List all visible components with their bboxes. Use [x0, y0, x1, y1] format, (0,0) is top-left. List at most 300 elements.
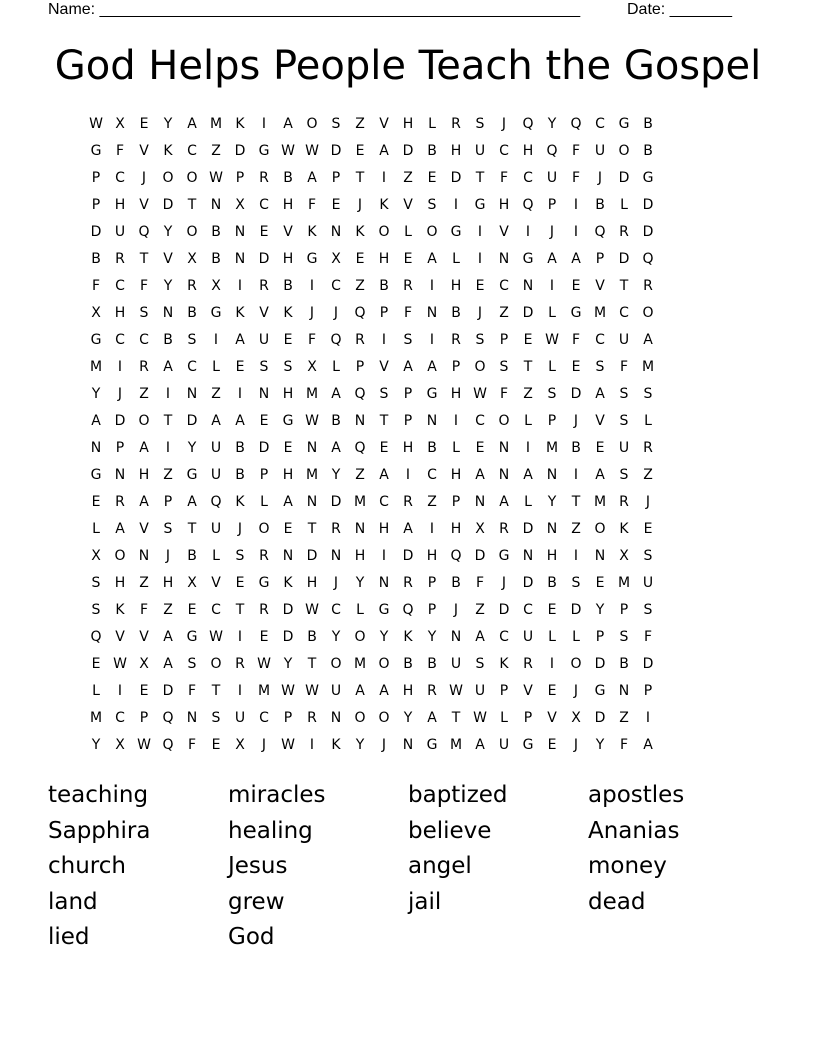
grid-letter: Y — [283, 656, 293, 672]
grid-letter: V — [211, 575, 221, 591]
grid-letter: C — [523, 170, 533, 186]
grid-letter: E — [331, 197, 341, 213]
grid-letter: A — [475, 629, 485, 645]
grid-letter: A — [331, 386, 341, 402]
grid-letter: L — [524, 413, 532, 429]
grid-letter: A — [187, 494, 197, 510]
grid-letter: L — [524, 494, 532, 510]
grid-letter: V — [499, 224, 509, 240]
grid-letter: I — [573, 467, 579, 483]
grid-letter: D — [162, 197, 174, 213]
grid-letter: N — [498, 467, 510, 483]
grid-letter: P — [619, 602, 629, 618]
grid-letter: A — [403, 359, 413, 375]
grid-letter: G — [186, 467, 198, 483]
grid-letter: D — [282, 602, 294, 618]
grid-letter: Z — [163, 467, 173, 483]
grid-letter: U — [618, 440, 630, 456]
grid-letter: L — [212, 548, 220, 564]
grid-letter: R — [643, 440, 653, 456]
grid-letter: N — [450, 629, 462, 645]
grid-letter: V — [139, 521, 149, 537]
grid-letter: Z — [523, 386, 533, 402]
grid-letter: I — [165, 440, 171, 456]
grid-letter: V — [163, 251, 173, 267]
grid-letter: H — [450, 467, 462, 483]
grid-letter: V — [523, 683, 533, 699]
grid-letter: U — [114, 224, 126, 240]
grid-letter: A — [163, 629, 173, 645]
grid-letter: S — [211, 710, 221, 726]
grid-letter: R — [619, 224, 629, 240]
grid-letter: V — [139, 143, 149, 159]
grid-letter: D — [402, 548, 414, 564]
grid-letter: Y — [547, 116, 557, 132]
grid-letter: L — [452, 440, 460, 456]
grid-letter: I — [117, 683, 123, 699]
grid-row — [84, 570, 732, 597]
grid-letter: M — [209, 116, 223, 132]
grid-letter: T — [379, 413, 389, 429]
grid-letter: R — [619, 494, 629, 510]
grid-letter: I — [405, 467, 411, 483]
grid-letter: Y — [379, 629, 389, 645]
grid-row — [84, 381, 732, 408]
grid-letter: J — [261, 737, 267, 753]
grid-letter: F — [91, 278, 101, 294]
grid-letter: B — [451, 305, 461, 321]
grid-row — [84, 435, 732, 462]
grid-letter: L — [428, 116, 436, 132]
grid-letter: I — [573, 548, 579, 564]
grid-row — [84, 516, 732, 543]
grid-letter: I — [381, 332, 387, 348]
grid-letter: K — [235, 116, 245, 132]
grid-letter: Z — [211, 386, 221, 402]
grid-letter: L — [644, 413, 652, 429]
grid-letter: D — [450, 170, 462, 186]
grid-row — [84, 300, 732, 327]
grid-letter: Q — [162, 737, 174, 753]
grid-letter: U — [450, 656, 462, 672]
grid-letter: R — [139, 359, 149, 375]
grid-letter: J — [165, 548, 171, 564]
grid-letter: D — [594, 656, 606, 672]
grid-letter: R — [259, 278, 269, 294]
grid-letter: B — [571, 440, 581, 456]
grid-letter: S — [91, 575, 101, 591]
grid-letter: T — [307, 656, 317, 672]
grid-letter: B — [547, 575, 557, 591]
grid-letter: K — [235, 305, 245, 321]
grid-letter: R — [259, 548, 269, 564]
grid-letter: C — [619, 305, 629, 321]
grid-letter: Q — [138, 224, 150, 240]
grid-row — [84, 138, 732, 165]
word-bank-item: money — [588, 853, 667, 879]
grid-letter: A — [427, 710, 437, 726]
grid-letter: A — [211, 413, 221, 429]
grid-letter: S — [235, 548, 245, 564]
grid-letter: I — [549, 278, 555, 294]
grid-letter: X — [91, 305, 101, 321]
grid-letter: P — [91, 197, 101, 213]
grid-letter: Z — [139, 386, 149, 402]
grid-letter: L — [92, 683, 100, 699]
word-bank-item: dead — [588, 888, 646, 915]
grid-row — [84, 489, 732, 516]
grid-letter: H — [450, 143, 462, 159]
grid-letter: U — [474, 683, 486, 699]
grid-letter: K — [403, 629, 413, 645]
grid-letter: H — [378, 251, 390, 267]
grid-letter: U — [546, 170, 558, 186]
grid-letter: L — [548, 305, 556, 321]
grid-letter: Z — [571, 521, 581, 537]
grid-letter: Y — [91, 737, 101, 753]
grid-letter: F — [307, 197, 317, 213]
grid-letter: J — [333, 305, 339, 321]
grid-letter: J — [501, 116, 507, 132]
grid-row — [84, 624, 732, 651]
grid-letter: O — [498, 413, 510, 429]
grid-letter: P — [523, 710, 533, 726]
grid-letter: I — [237, 278, 243, 294]
grid-letter: E — [547, 737, 557, 753]
grid-letter: G — [570, 305, 582, 321]
grid-letter: Y — [355, 575, 365, 591]
grid-letter: D — [522, 575, 534, 591]
grid-letter: N — [378, 575, 390, 591]
grid-letter: B — [643, 143, 653, 159]
grid-letter: T — [571, 494, 581, 510]
grid-letter: S — [571, 575, 581, 591]
grid-letter: L — [452, 251, 460, 267]
grid-letter: P — [643, 683, 653, 699]
grid-letter: L — [404, 224, 412, 240]
grid-letter: N — [546, 467, 558, 483]
grid-letter: G — [90, 332, 102, 348]
grid-letter: I — [477, 251, 483, 267]
grid-letter: R — [187, 278, 197, 294]
grid-letter: A — [643, 332, 653, 348]
grid-letter: S — [619, 386, 629, 402]
grid-letter: R — [403, 278, 413, 294]
grid-letter: B — [307, 629, 317, 645]
grid-letter: U — [618, 332, 630, 348]
grid-letter: A — [427, 251, 437, 267]
grid-letter: I — [261, 116, 267, 132]
grid-letter: F — [139, 278, 149, 294]
grid-letter: C — [499, 143, 509, 159]
grid-letter: A — [379, 143, 389, 159]
grid-letter: Q — [90, 629, 102, 645]
grid-letter: H — [402, 116, 414, 132]
grid-letter: R — [451, 116, 461, 132]
grid-letter: P — [163, 494, 173, 510]
grid-letter: E — [259, 224, 269, 240]
grid-letter: C — [595, 332, 605, 348]
grid-letter: L — [572, 629, 580, 645]
grid-letter: Q — [570, 116, 582, 132]
grid-letter: A — [307, 170, 317, 186]
grid-letter: T — [619, 278, 629, 294]
grid-letter: W — [473, 386, 487, 402]
grid-letter: S — [499, 359, 509, 375]
grid-letter: V — [139, 629, 149, 645]
grid-letter: I — [477, 224, 483, 240]
grid-letter: Y — [427, 629, 437, 645]
grid-letter: I — [573, 224, 579, 240]
grid-letter: J — [141, 170, 147, 186]
grid-letter: S — [619, 467, 629, 483]
grid-letter: W — [209, 629, 223, 645]
grid-row — [84, 246, 732, 273]
grid-letter: X — [91, 548, 101, 564]
grid-letter: X — [307, 359, 317, 375]
grid-letter: F — [571, 143, 581, 159]
grid-letter: H — [354, 548, 366, 564]
grid-letter: E — [91, 494, 101, 510]
grid-letter: E — [355, 143, 365, 159]
grid-letter: O — [426, 224, 438, 240]
grid-letter: N — [258, 386, 270, 402]
grid-letter: U — [210, 440, 222, 456]
grid-letter: H — [498, 197, 510, 213]
grid-letter: G — [306, 251, 318, 267]
grid-letter: N — [186, 710, 198, 726]
grid-letter: R — [451, 332, 461, 348]
grid-letter: E — [139, 116, 149, 132]
grid-letter: N — [90, 440, 102, 456]
grid-letter: R — [403, 575, 413, 591]
grid-letter: Y — [355, 737, 365, 753]
word-bank — [48, 778, 768, 956]
grid-letter: P — [451, 359, 461, 375]
grid-letter: S — [475, 656, 485, 672]
grid-letter: P — [379, 305, 389, 321]
grid-letter: H — [138, 467, 150, 483]
grid-row — [84, 705, 732, 732]
grid-letter: X — [139, 656, 149, 672]
grid-letter: R — [403, 494, 413, 510]
grid-letter: Q — [402, 602, 414, 618]
grid-letter: A — [91, 413, 101, 429]
word-bank-item: Ananias — [588, 817, 680, 844]
grid-letter: P — [547, 197, 557, 213]
grid-letter: O — [306, 116, 318, 132]
grid-letter: O — [354, 710, 366, 726]
grid-letter: E — [475, 278, 485, 294]
grid-row — [84, 273, 732, 300]
grid-letter: U — [594, 143, 606, 159]
grid-letter: M — [305, 467, 319, 483]
grid-letter: H — [546, 548, 558, 564]
grid-letter: Q — [354, 440, 366, 456]
grid-letter: W — [305, 143, 319, 159]
grid-letter: O — [114, 548, 126, 564]
grid-letter: P — [595, 251, 605, 267]
grid-letter: C — [259, 197, 269, 213]
grid-letter: I — [309, 737, 315, 753]
grid-letter: P — [259, 467, 269, 483]
page-title: God Helps People Teach the Gospel — [54, 43, 762, 89]
grid-letter: M — [641, 359, 655, 375]
grid-letter: H — [378, 521, 390, 537]
grid-letter: G — [210, 305, 222, 321]
grid-letter: R — [523, 656, 533, 672]
grid-letter: H — [402, 440, 414, 456]
grid-letter: C — [499, 629, 509, 645]
word-bank-item: land — [48, 888, 98, 915]
grid-letter: S — [643, 548, 653, 564]
grid-letter: E — [547, 602, 557, 618]
grid-letter: N — [426, 413, 438, 429]
grid-letter: S — [595, 359, 605, 375]
grid-letter: B — [211, 251, 221, 267]
grid-letter: J — [237, 521, 243, 537]
grid-letter: O — [354, 629, 366, 645]
grid-letter: H — [282, 251, 294, 267]
grid-letter: P — [139, 710, 149, 726]
grid-letter: C — [187, 143, 197, 159]
grid-letter: Y — [91, 386, 101, 402]
grid-letter: N — [210, 197, 222, 213]
grid-letter: I — [117, 359, 123, 375]
grid-letter: B — [451, 575, 461, 591]
grid-letter: G — [522, 251, 534, 267]
grid-letter: M — [89, 359, 103, 375]
grid-row — [84, 597, 732, 624]
grid-letter: F — [187, 737, 197, 753]
grid-letter: U — [258, 332, 270, 348]
grid-letter: I — [453, 197, 459, 213]
grid-letter: I — [165, 386, 171, 402]
grid-letter: Y — [331, 467, 341, 483]
grid-letter: H — [426, 548, 438, 564]
grid-letter: S — [139, 305, 149, 321]
grid-letter: V — [547, 710, 557, 726]
grid-letter: H — [114, 575, 126, 591]
grid-letter: R — [115, 494, 125, 510]
grid-letter: A — [379, 683, 389, 699]
grid-letter: D — [258, 251, 270, 267]
grid-letter: J — [549, 224, 555, 240]
grid-letter: A — [499, 494, 509, 510]
grid-letter: W — [305, 602, 319, 618]
grid-letter: E — [235, 359, 245, 375]
grid-row — [84, 165, 732, 192]
grid-letter: L — [260, 494, 268, 510]
grid-letter: N — [234, 224, 246, 240]
grid-letter: G — [378, 602, 390, 618]
grid-letter: L — [548, 629, 556, 645]
grid-letter: I — [453, 413, 459, 429]
grid-letter: W — [209, 170, 223, 186]
grid-letter: S — [187, 656, 197, 672]
grid-letter: D — [642, 224, 654, 240]
grid-row — [84, 678, 732, 705]
grid-letter: A — [475, 467, 485, 483]
grid-letter: L — [500, 710, 508, 726]
grid-letter: H — [522, 143, 534, 159]
grid-letter: N — [330, 224, 342, 240]
grid-letter: R — [331, 521, 341, 537]
grid-letter: S — [91, 602, 101, 618]
grid-letter: J — [453, 602, 459, 618]
grid-letter: X — [475, 521, 485, 537]
grid-letter: F — [187, 683, 197, 699]
grid-letter: I — [237, 683, 243, 699]
grid-letter: D — [306, 548, 318, 564]
word-bank-item: angel — [408, 853, 472, 879]
grid-letter: G — [618, 116, 630, 132]
grid-letter: L — [332, 359, 340, 375]
grid-letter: T — [163, 413, 173, 429]
grid-letter: U — [498, 737, 510, 753]
grid-letter: F — [475, 575, 485, 591]
grid-letter: O — [378, 224, 390, 240]
grid-letter: K — [283, 305, 293, 321]
grid-letter: J — [117, 386, 123, 402]
grid-letter: M — [353, 494, 367, 510]
grid-letter: J — [381, 737, 387, 753]
grid-letter: M — [257, 683, 271, 699]
grid-letter: T — [211, 683, 221, 699]
grid-letter: K — [115, 602, 125, 618]
grid-letter: I — [573, 197, 579, 213]
grid-letter: B — [643, 116, 653, 132]
grid-letter: R — [643, 278, 653, 294]
grid-letter: F — [571, 332, 581, 348]
grid-letter: O — [378, 710, 390, 726]
grid-letter: W — [281, 737, 295, 753]
grid-letter: A — [331, 440, 341, 456]
grid-letter: P — [283, 710, 293, 726]
grid-letter: T — [355, 170, 365, 186]
grid-letter: V — [379, 359, 389, 375]
grid-letter: S — [379, 386, 389, 402]
grid-letter: I — [213, 332, 219, 348]
grid-letter: N — [234, 251, 246, 267]
grid-letter: D — [522, 305, 534, 321]
grid-letter: Z — [163, 602, 173, 618]
grid-letter: A — [283, 494, 293, 510]
grid-letter: E — [235, 575, 245, 591]
grid-letter: Z — [619, 710, 629, 726]
grid-letter: B — [235, 467, 245, 483]
grid-letter: H — [162, 575, 174, 591]
grid-letter: N — [546, 521, 558, 537]
grid-letter: J — [309, 305, 315, 321]
grid-letter: B — [163, 332, 173, 348]
grid-letter: P — [427, 575, 437, 591]
grid-letter: K — [307, 224, 317, 240]
grid-letter: S — [547, 386, 557, 402]
grid-letter: U — [210, 521, 222, 537]
grid-letter: V — [139, 197, 149, 213]
grid-letter: N — [306, 494, 318, 510]
grid-letter: T — [139, 251, 149, 267]
grid-letter: Y — [331, 629, 341, 645]
grid-letter: I — [429, 332, 435, 348]
grid-letter: D — [570, 386, 582, 402]
grid-letter: O — [330, 656, 342, 672]
grid-letter: Q — [354, 386, 366, 402]
grid-letter: X — [115, 116, 125, 132]
grid-letter: F — [499, 170, 509, 186]
grid-letter: D — [474, 548, 486, 564]
